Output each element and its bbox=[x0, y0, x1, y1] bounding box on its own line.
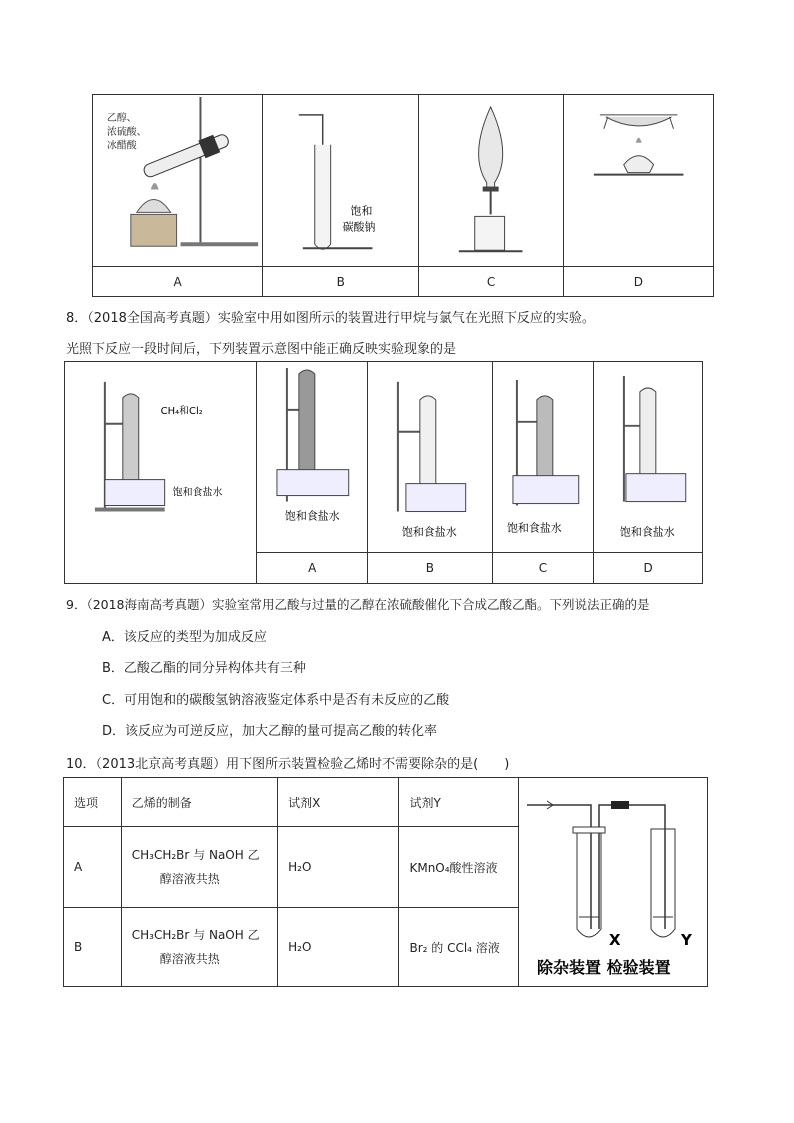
reagent-line-1: 乙醇、 bbox=[106, 112, 137, 124]
option-d-apparatus-icon bbox=[594, 362, 702, 552]
q7-label-a: A bbox=[93, 267, 263, 297]
gas-label: CH₄和Cl₂ bbox=[160, 405, 203, 417]
reagent-y-label: Y bbox=[680, 931, 692, 949]
separatory-funnel-icon bbox=[419, 95, 562, 266]
prep-line-2: 醇溶液共热 bbox=[159, 872, 220, 886]
brine-label-c: 饱和食盐水 bbox=[506, 521, 562, 535]
brine-label-b: 饱和食盐水 bbox=[401, 525, 457, 539]
option-b-apparatus-icon bbox=[368, 362, 492, 552]
q7-figure-table bbox=[92, 94, 714, 297]
q9-option-c: C．可用饱和的碳酸氢钠溶液鉴定体系中是否有未反应的乙酸 bbox=[102, 693, 450, 708]
q8-stem-line1: 8．（2018全国高考真题）实验室中用如图所示的装置进行甲烷与氯气在光照下反应的实验。 bbox=[66, 311, 595, 326]
q8-main-figure bbox=[65, 362, 257, 584]
q8-option-d-figure bbox=[594, 362, 703, 553]
q10-row-a-x: H₂O bbox=[278, 827, 399, 908]
q10-stem: 10．（2013北京高考真题）用下图所示装置检验乙烯时不需要除杂的是( ) bbox=[66, 757, 510, 772]
q7-figure-d bbox=[563, 95, 713, 267]
q9-option-b: B．乙酸乙酯的同分异构体共有三种 bbox=[102, 661, 306, 676]
q8-stem-line2: 光照下反应一段时间后，下列装置示意图中能正确反映实验现象的是 bbox=[66, 342, 457, 357]
q10-row-b-prep bbox=[121, 908, 277, 987]
q9-option-a: A．该反应的类型为加成反应 bbox=[102, 630, 267, 645]
q10-header-x: 试剂X bbox=[278, 778, 399, 827]
option-a-apparatus-icon bbox=[257, 362, 367, 552]
q8-label-d: D bbox=[594, 553, 703, 584]
methane-chlorine-apparatus-icon bbox=[65, 362, 256, 583]
q8-label-a: A bbox=[257, 553, 368, 584]
q7-label-d: D bbox=[563, 267, 713, 297]
impurity-removal-apparatus-icon bbox=[519, 779, 707, 985]
q8-label-c: C bbox=[492, 553, 594, 584]
option-c-apparatus-icon bbox=[493, 362, 594, 552]
q10-table bbox=[63, 777, 708, 987]
prep-line-2: 醇溶液共热 bbox=[159, 952, 220, 966]
q10-row-a-y: KMnO₄酸性溶液 bbox=[399, 827, 519, 908]
q7-figure-c bbox=[419, 95, 563, 267]
q10-row-b-y: Br₂ 的 CCl₄ 溶液 bbox=[399, 908, 519, 987]
reagent-x-label: X bbox=[608, 931, 621, 949]
q7-label-c: C bbox=[419, 267, 563, 297]
q9-stem: 9．（2018海南高考真题）实验室常用乙酸与过量的乙醇在浓硫酸催化下合成乙酸乙酯。下列说法正确的是 bbox=[66, 597, 650, 612]
q8-option-a-figure bbox=[257, 362, 368, 553]
test-tube-collection-icon bbox=[263, 95, 418, 266]
b-label-1: 饱和 bbox=[350, 204, 373, 218]
esterification-apparatus-icon bbox=[93, 95, 262, 266]
q10-row-b-option: B bbox=[64, 908, 122, 987]
q7-label-b: B bbox=[263, 267, 419, 297]
reagent-line-2: 浓硫酸、 bbox=[106, 126, 147, 138]
figure-caption: 除杂装置 检验装置 bbox=[536, 958, 671, 977]
q10-figure bbox=[518, 778, 707, 987]
q8-option-c-figure bbox=[492, 362, 594, 553]
q10-header-prep: 乙烯的制备 bbox=[121, 778, 277, 827]
prep-line-1: CH₃CH₂Br 与 NaOH 乙 bbox=[131, 848, 260, 862]
q8-label-b: B bbox=[368, 553, 493, 584]
reagent-line-3: 冰醋酸 bbox=[106, 140, 137, 152]
q10-row-a-prep bbox=[121, 827, 277, 908]
brine-label-d: 饱和食盐水 bbox=[620, 525, 676, 539]
prep-line-1: CH₃CH₂Br 与 NaOH 乙 bbox=[131, 928, 260, 942]
q7-figure-b bbox=[263, 95, 419, 267]
q10-row-a-option: A bbox=[64, 827, 122, 908]
q10-header-y: 试剂Y bbox=[399, 778, 519, 827]
q10-row-b-x: H₂O bbox=[278, 908, 399, 987]
b-label-2: 碳酸钠 bbox=[342, 220, 376, 234]
q8-figure-table bbox=[64, 361, 703, 584]
q9-option-d: D．该反应为可逆反应，加大乙醇的量可提高乙酸的转化率 bbox=[102, 724, 438, 739]
brine-label-a: 饱和食盐水 bbox=[285, 509, 341, 523]
brine-label: 饱和食盐水 bbox=[172, 487, 223, 499]
q8-option-b-figure bbox=[368, 362, 493, 553]
q7-figure-a bbox=[93, 95, 263, 267]
q10-header-option: 选项 bbox=[64, 778, 122, 827]
evaporation-dish-icon bbox=[564, 95, 713, 266]
